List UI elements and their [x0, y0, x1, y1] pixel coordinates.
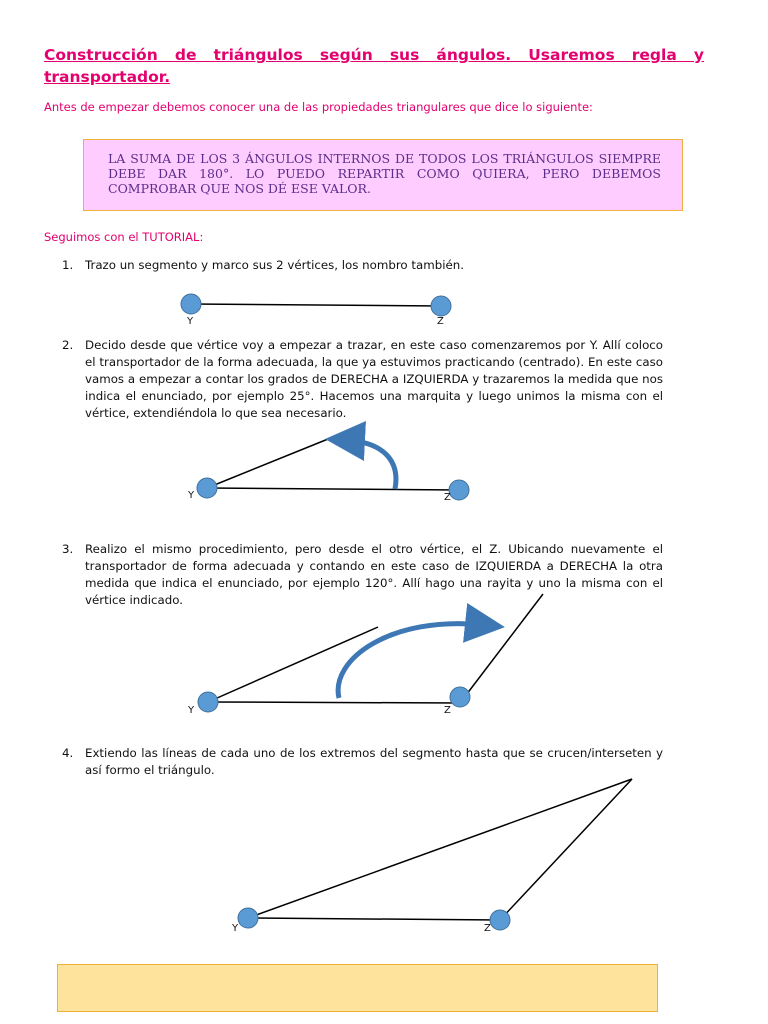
- label-y: Y: [187, 316, 194, 327]
- tutorial-subtitle: Seguimos con el TUTORIAL:: [44, 230, 204, 244]
- step-number: 3.: [62, 542, 74, 556]
- property-text: LA SUMA DE LOS 3 ÁNGULOS INTERNOS DE TODOS LOS TRIÁNGULOS SIEMPRE DEBE DAR 180°. LO PUEDO REPARTIR COMO QUIERA, PERO DEBEMOS COMPROBAR QUE NOS DÉ ESE VALOR.: [108, 151, 661, 196]
- step-number: 1.: [62, 258, 74, 272]
- step-text: Extiendo las líneas de cada uno de los extremos del segmento hasta que se crucen/interseten y así formo el triángulo.: [85, 746, 663, 777]
- figure-1-segment: [181, 294, 451, 327]
- label-y: Y: [188, 705, 195, 716]
- intro-text: Antes de empezar debemos conocer una de las propiedades triangulares que dice lo siguiente:: [44, 100, 593, 114]
- step-text: Realizo el mismo procedimiento, pero desde el otro vértice, el Z. Ubicando nuevamente el transportador de forma adecuada y contando en este caso de IZQUIERDA a DERECHA la otra medida que indica el enunciado, por ejemplo 120°. Allí hago una rayita y uno la misma con el vértice indicado.: [85, 542, 663, 607]
- rotation-arrow: [345, 440, 396, 489]
- label-y: Y: [188, 490, 195, 501]
- vertex-y: [181, 294, 201, 314]
- label-z: Z: [484, 923, 491, 934]
- answer-box: [57, 964, 658, 1012]
- vertex-y: [197, 478, 217, 498]
- step-text: Decido desde que vértice voy a empezar a trazar, en este caso comenzaremos por Y. Allí coloco el transportador de la forma adecuada, la que ya estuvimos practicando (centrado). En este caso vamos a empezar a contar los grados de DERECHA a IZQUIERDA y trazaremos la medida que nos indica el enunciado, por ejemplo 25°. Hacemos una marquita y luego unimos la misma con el vértice, extendiéndola lo que sea necesario.: [85, 338, 663, 420]
- vertex-y: [198, 692, 218, 712]
- vertex-z: [450, 687, 470, 707]
- page-title: Construcción de triángulos según sus ángulos. Usaremos regla y transportador.: [44, 46, 704, 86]
- figure-3-second-angle: [187, 594, 543, 716]
- figure-2-first-angle: [187, 437, 469, 503]
- vertex-z: [431, 296, 451, 316]
- label-z: Z: [444, 492, 451, 503]
- label-z: Z: [437, 316, 444, 327]
- step-number: 4.: [62, 746, 74, 760]
- vertex-z: [490, 910, 510, 930]
- vertex-y: [238, 908, 258, 928]
- label-y: Y: [232, 923, 239, 934]
- step-text: Trazo un segmento y marco sus 2 vértices, los nombro también.: [85, 258, 464, 272]
- step-number: 2.: [62, 338, 74, 352]
- figure-4-triangle: [231, 779, 632, 934]
- vertex-z: [449, 480, 469, 500]
- label-z: Z: [444, 705, 451, 716]
